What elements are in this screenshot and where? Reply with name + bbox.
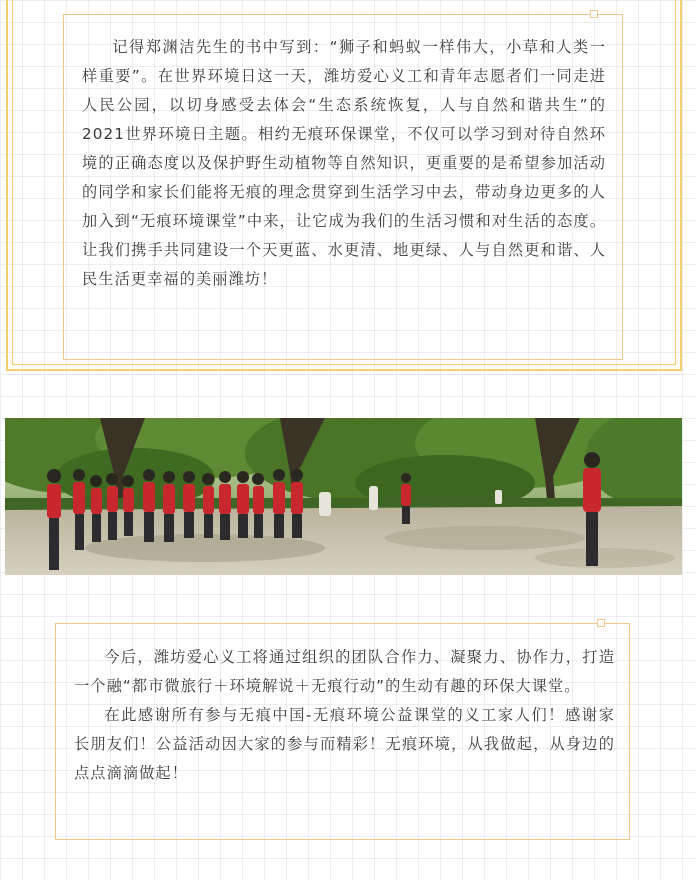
volunteers-park-photo — [5, 418, 682, 575]
intro-text-content — [82, 33, 606, 294]
thanks-paragraph: 在此感谢所有参与无痕中国-无痕环境公益课堂的义工家人们！感谢家长朋友们！公益活动因大家的参与而精彩！无痕环境，从我做起，从身边的点点滴滴做起！ — [74, 706, 615, 782]
closing-text-box — [55, 623, 630, 840]
park-panorama-image — [5, 418, 682, 575]
decorative-corner-square — [597, 619, 605, 627]
future-plan-paragraph: 今后，潍坊爱心义工将通过组织的团队合作力、凝聚力、协作力，打造一个融“都市微旅行＋环境解说＋无痕行动”的生动有趣的环保大课堂。 — [74, 648, 615, 695]
closing-text-content — [74, 643, 615, 788]
intro-paragraph: 记得郑渊洁先生的书中写到：“狮子和蚂蚁一样伟大，小草和人类一样重要”。在世界环境日这一天，潍坊爱心义工和青年志愿者们一同走进人民公园，以切身感受去体会“生态系统恢复，人与自然和谐共生”的2021世界环境日主题。相约无痕环保课堂，不仅可以学习到对待自然环境的正确态度以及保护野生动植物等自然知识，更重要的是希望参加活动的同学和家长们能将无痕的理念贯穿到生活学习中去，带动身边更多的人加入到“无痕环境课堂”中来，让它成为我们的生活习惯和对生活的态度。让我们携手共同建设一个天更蓝、水更清、地更绿、人与自然更和谐、人民生活更幸福的美丽潍坊！ — [82, 38, 606, 288]
intro-text-box — [63, 14, 623, 360]
decorative-corner-square — [590, 10, 598, 18]
